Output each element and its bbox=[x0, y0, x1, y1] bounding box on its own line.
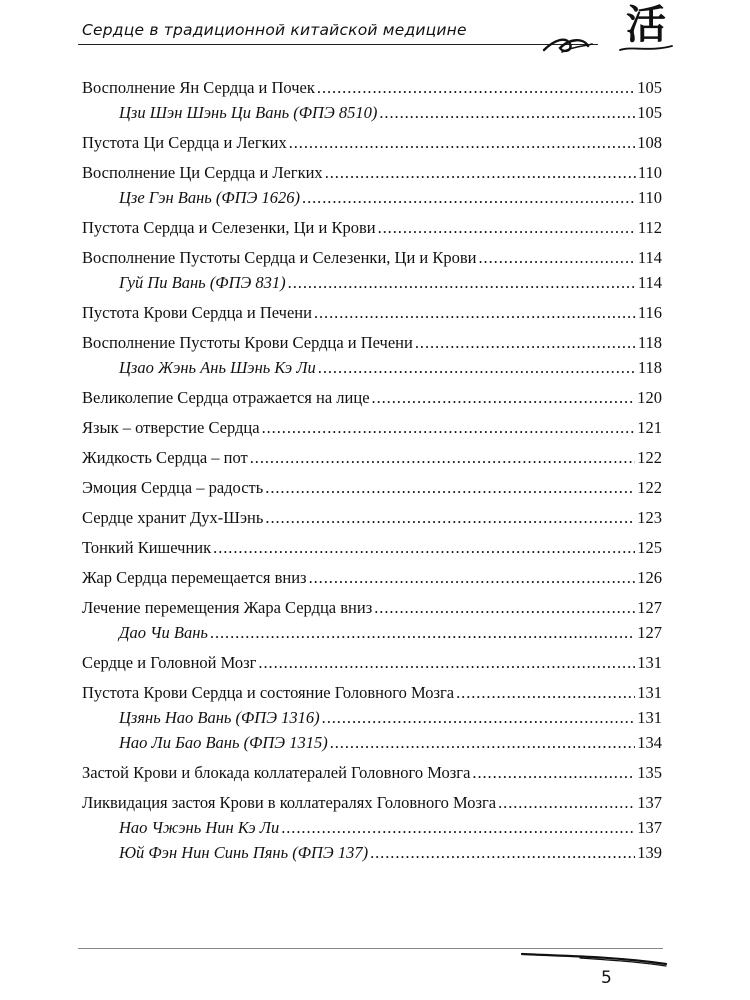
toc-entry-page: 134 bbox=[637, 733, 662, 752]
toc-entry-page: 108 bbox=[637, 133, 662, 152]
toc-entry bbox=[82, 248, 662, 273]
toc-entry-title: Жар Сердца перемещается вниз bbox=[82, 568, 307, 587]
toc-subentry bbox=[82, 708, 662, 733]
toc-entry-page: 105 bbox=[637, 103, 662, 122]
dot-leader bbox=[370, 843, 635, 863]
toc-entry bbox=[82, 793, 662, 818]
dot-leader bbox=[302, 188, 636, 208]
toc-entry-title: Восполнение Ян Сердца и Почек bbox=[82, 78, 315, 97]
calligraphy-glyph-decoration bbox=[540, 0, 680, 62]
dot-leader bbox=[265, 508, 635, 528]
toc-entry bbox=[82, 538, 662, 563]
dot-leader bbox=[314, 303, 636, 323]
toc-entry-page: 114 bbox=[637, 248, 662, 267]
toc-entry-title: Застой Крови и блокада коллатералей Головного Мозга bbox=[82, 763, 471, 782]
toc-entry-title: Пустота Крови Сердца и состояние Головного Мозга bbox=[82, 683, 455, 702]
toc-entry-page: 135 bbox=[637, 763, 662, 782]
toc-entry-page: 122 bbox=[637, 448, 662, 467]
toc-entry-title: Цзи Шэн Шэнь Ци Вань (ФПЭ 8510) bbox=[119, 103, 378, 122]
dot-leader bbox=[281, 818, 635, 838]
toc-entry bbox=[82, 653, 662, 678]
toc-entry-page: 139 bbox=[637, 843, 662, 862]
toc-entry-title: Восполнение Ци Сердца и Легких bbox=[82, 163, 323, 182]
toc-entry bbox=[82, 303, 662, 328]
dot-leader bbox=[456, 683, 635, 703]
dot-leader bbox=[325, 163, 636, 183]
toc-entry-page: 110 bbox=[637, 188, 662, 207]
toc-entry-title: Восполнение Пустоты Крови Сердца и Печени bbox=[82, 333, 413, 352]
toc-entry bbox=[82, 568, 662, 593]
toc-entry-page: 114 bbox=[637, 273, 662, 292]
toc-entry-title: Эмоция Сердца – радость bbox=[82, 478, 264, 497]
dot-leader bbox=[289, 133, 636, 153]
toc-subentry bbox=[82, 843, 662, 868]
toc-entry-title: Дао Чи Вань bbox=[119, 623, 208, 642]
toc-entry-title: Жидкость Сердца – пот bbox=[82, 448, 248, 467]
running-header-title: Сердце в традиционной китайской медицине bbox=[82, 21, 467, 39]
toc-entry bbox=[82, 218, 662, 243]
toc-entry-page: 123 bbox=[637, 508, 662, 527]
dot-leader bbox=[372, 388, 636, 408]
toc-entry-page: 131 bbox=[637, 653, 662, 672]
dot-leader bbox=[479, 248, 636, 268]
toc-entry-page: 127 bbox=[637, 623, 662, 642]
toc-entry-page: 126 bbox=[637, 568, 662, 587]
toc-entry-title: Нао Чжэнь Нин Кэ Ли bbox=[119, 818, 280, 837]
toc-entry bbox=[82, 508, 662, 533]
toc-subentry bbox=[82, 733, 662, 758]
dot-leader bbox=[258, 653, 635, 673]
toc-entry-title: Нао Ли Бао Вань (ФПЭ 1315) bbox=[119, 733, 328, 752]
glyph-text: 活 bbox=[626, 1, 666, 48]
dot-leader bbox=[250, 448, 636, 468]
toc-subentry bbox=[82, 623, 662, 648]
toc-entry bbox=[82, 448, 662, 473]
toc-entry-title: Восполнение Пустоты Сердца и Селезенки, Ци и Крови bbox=[82, 248, 477, 267]
footer-swoosh-decoration bbox=[520, 950, 670, 972]
dot-leader bbox=[378, 218, 636, 238]
toc-subentry bbox=[82, 188, 662, 213]
toc-entry-title: Юй Фэн Нин Синь Пянь (ФПЭ 137) bbox=[119, 843, 369, 862]
toc-entry-page: 118 bbox=[637, 333, 662, 352]
toc-entry bbox=[82, 163, 662, 188]
toc-entry-title: Пустота Крови Сердца и Печени bbox=[82, 303, 312, 322]
toc-entry-page: 127 bbox=[637, 598, 662, 617]
toc-entry-title: Пустота Ци Сердца и Легких bbox=[82, 133, 287, 152]
table-of-contents bbox=[82, 78, 662, 868]
toc-entry-page: 131 bbox=[637, 683, 662, 702]
dot-leader bbox=[472, 763, 635, 783]
toc-entry bbox=[82, 78, 662, 103]
header-rule bbox=[78, 44, 598, 45]
dot-leader bbox=[330, 733, 636, 753]
toc-entry bbox=[82, 598, 662, 623]
toc-entry-page: 125 bbox=[637, 538, 662, 557]
toc-entry-page: 122 bbox=[637, 478, 662, 497]
dot-leader bbox=[415, 333, 636, 353]
toc-entry bbox=[82, 333, 662, 358]
toc-entry bbox=[82, 683, 662, 708]
dot-leader bbox=[288, 273, 636, 293]
toc-entry-title: Лечение перемещения Жара Сердца вниз bbox=[82, 598, 373, 617]
dot-leader bbox=[213, 538, 635, 558]
toc-entry-title: Пустота Сердца и Селезенки, Ци и Крови bbox=[82, 218, 376, 237]
toc-entry-page: 137 bbox=[637, 793, 662, 812]
toc-entry-page: 137 bbox=[637, 818, 662, 837]
dot-leader bbox=[210, 623, 635, 643]
toc-entry-title: Язык – отверстие Сердца bbox=[82, 418, 260, 437]
dot-leader bbox=[265, 478, 635, 498]
toc-entry-title: Цзе Гэн Вань (ФПЭ 1626) bbox=[119, 188, 301, 207]
dot-leader bbox=[317, 78, 635, 98]
toc-entry bbox=[82, 418, 662, 443]
footer-rule bbox=[78, 948, 663, 949]
toc-entry bbox=[82, 478, 662, 503]
dot-leader bbox=[374, 598, 635, 618]
toc-subentry bbox=[82, 103, 662, 128]
toc-subentry bbox=[82, 273, 662, 298]
toc-entry-page: 116 bbox=[637, 303, 662, 322]
toc-entry-title: Сердце хранит Дух-Шэнь bbox=[82, 508, 264, 527]
toc-entry-title: Цзао Жэнь Ань Шэнь Кэ Ли bbox=[119, 358, 316, 377]
toc-entry-page: 112 bbox=[637, 218, 662, 237]
toc-entry-page: 131 bbox=[637, 708, 662, 727]
dot-leader bbox=[318, 358, 636, 378]
toc-entry-page: 118 bbox=[637, 358, 662, 377]
toc-entry bbox=[82, 388, 662, 413]
toc-subentry bbox=[82, 818, 662, 843]
toc-entry-title: Тонкий Кишечник bbox=[82, 538, 212, 557]
toc-entry-page: 120 bbox=[637, 388, 662, 407]
toc-entry-title: Сердце и Головной Мозг bbox=[82, 653, 257, 672]
dot-leader bbox=[498, 793, 635, 813]
dot-leader bbox=[322, 708, 636, 728]
toc-entry-page: 121 bbox=[637, 418, 662, 437]
toc-entry bbox=[82, 133, 662, 158]
toc-entry bbox=[82, 763, 662, 788]
toc-entry-page: 105 bbox=[637, 78, 662, 97]
toc-entry-page: 110 bbox=[637, 163, 662, 182]
toc-entry-title: Гуй Пи Вань (ФПЭ 831) bbox=[119, 273, 286, 292]
toc-subentry bbox=[82, 358, 662, 383]
toc-entry-title: Цзянь Нао Вань (ФПЭ 1316) bbox=[119, 708, 320, 727]
dot-leader bbox=[309, 568, 636, 588]
page-number: 5 bbox=[601, 968, 612, 988]
toc-entry-title: Ликвидация застоя Крови в коллатералях Головного Мозга bbox=[82, 793, 497, 812]
dot-leader bbox=[379, 103, 635, 123]
toc-entry-title: Великолепие Сердца отражается на лице bbox=[82, 388, 370, 407]
dot-leader bbox=[262, 418, 636, 438]
